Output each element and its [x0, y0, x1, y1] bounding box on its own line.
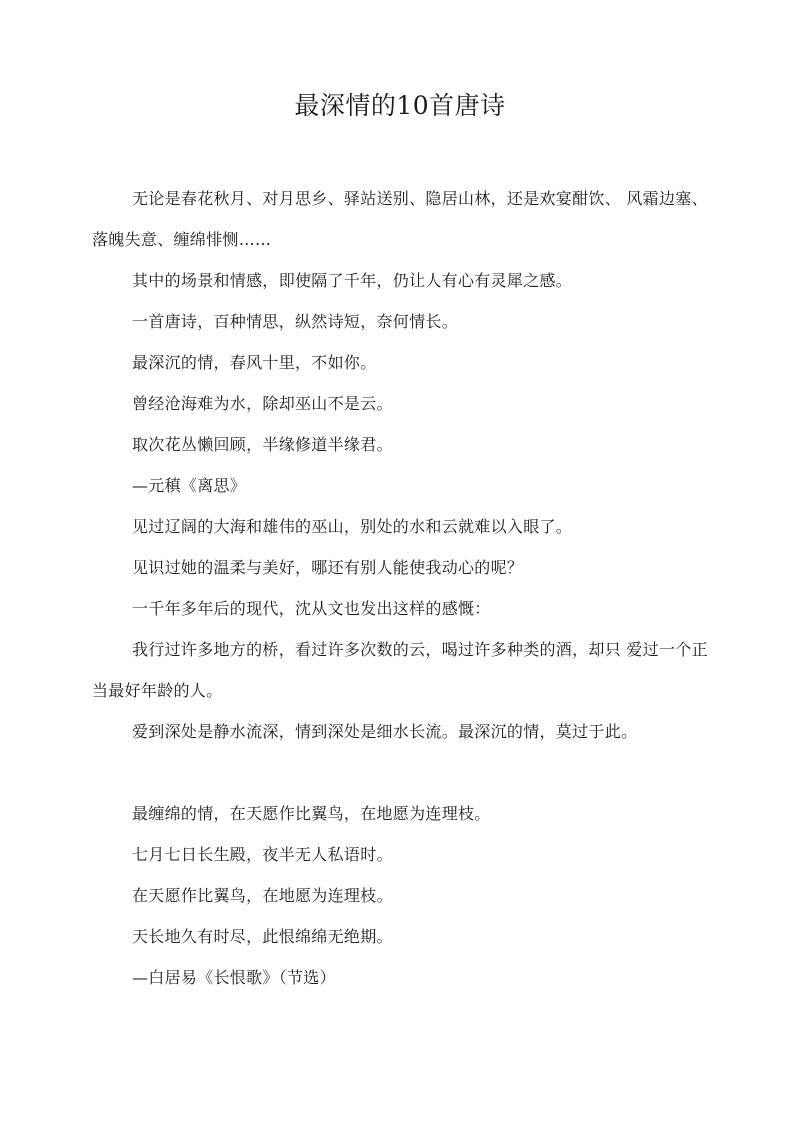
paragraph: 见过辽阔的大海和雄伟的巫山，别处的水和云就难以入眼了。	[132, 517, 573, 536]
poem-line: 天长地久有时尽，此恨绵绵无绝期。	[132, 927, 393, 946]
paragraph: 最深沉的情，春风十里，不如你。	[132, 353, 377, 372]
poem-line: 取次花丛懒回顾，半缘修道半缘君。	[132, 435, 393, 454]
article-body	[92, 178, 714, 998]
poem-attribution: —白居易《长恨歌》（节选）	[132, 968, 336, 987]
poem-line: 曾经沧海难为水，除却巫山不是云。	[132, 394, 393, 413]
paragraph: 无论是春花秋月、对月思乡、驿站送别、隐居山林，还是欢宴酣饮、 风霜边塞、落魄失意、缠绵悱恻……	[92, 189, 708, 249]
poem-attribution: —元稹《离思》	[132, 476, 247, 495]
section-spacer	[92, 752, 714, 793]
paragraph: 其中的场景和情感，即使隔了千年，仍让人有心有灵犀之感。	[132, 271, 573, 290]
paragraph: 见识过她的温柔与美好，哪还有别人能使我动心的呢？	[132, 558, 524, 577]
paragraph: 爱到深处是静水流深，情到深处是细水长流。最深沉的情，莫过于此。	[132, 722, 638, 741]
poem-line: 七月七日长生殿，夜半无人私语时。	[132, 845, 393, 864]
paragraph: 一首唐诗，百种情思，纵然诗短，奈何情长。	[132, 312, 459, 331]
poem-line: 在天愿作比翼鸟，在地愿为连理枝。	[132, 886, 393, 905]
page-title: 最深情的10首唐诗	[294, 91, 506, 120]
paragraph: 我行过许多地方的桥，看过许多次数的云，喝过许多种类的酒，却只 爱过一个正当最好年龄的人。	[92, 640, 708, 700]
paragraph: 最缠绵的情，在天愿作比翼鸟，在地愿为连理枝。	[132, 804, 491, 823]
paragraph: 一千年多年后的现代，沈从文也发出这样的感慨：	[132, 599, 491, 618]
